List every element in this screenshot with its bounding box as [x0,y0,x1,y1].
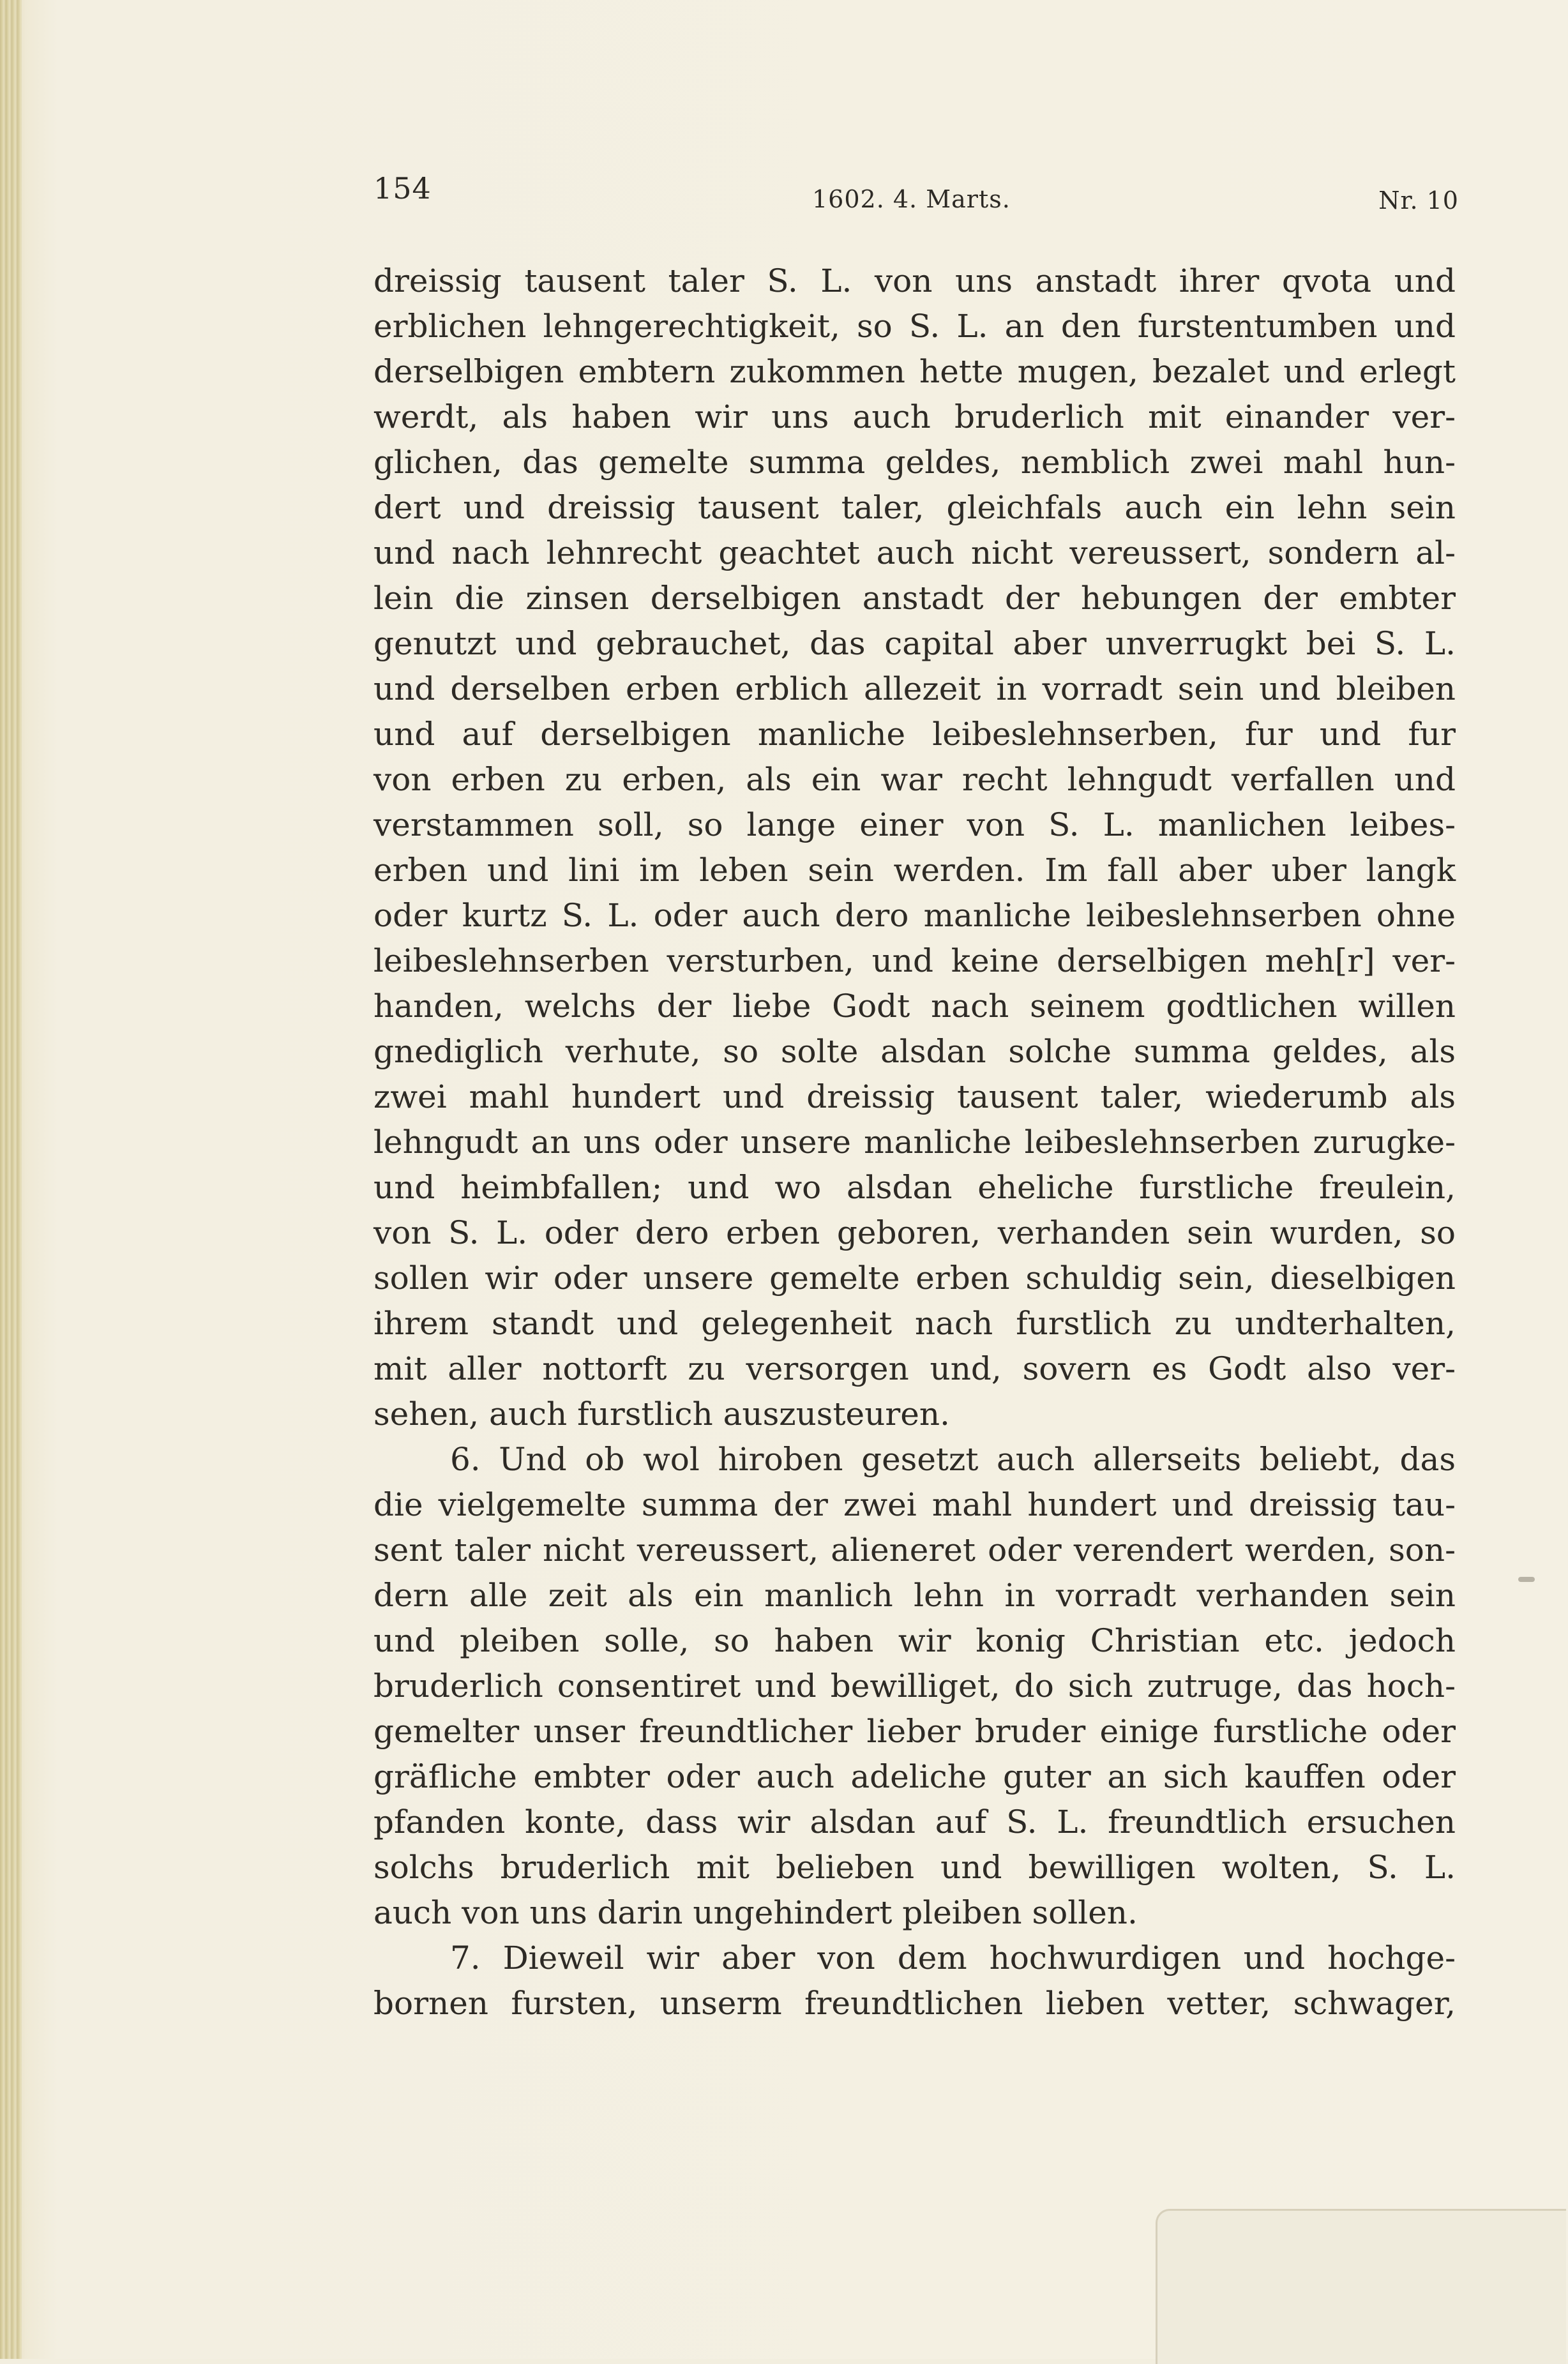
text-line: die vielgemelte summa der zwei mahl hundert und dreissig tau- [373,1486,1456,1523]
body-text [373,259,1456,2026]
text-line: zwei mahl hundert und dreissig tausent taler, wiederumb als [373,1078,1456,1115]
text-line: dreissig tausent taler S. L. von uns anstadt ihrer qvota und [373,262,1456,299]
section-6-start-line: 6. Und ob wol hiroben gesetzt auch allerseits beliebt, das [450,1441,1456,1478]
text-line: und auf derselbigen manliche leibeslehnserben, fur und fur [373,716,1456,753]
text-line: sollen wir oder unsere gemelte erben schuldig sein, dieselbigen [373,1260,1456,1297]
section-7-start-line: 7. Dieweil wir aber von dem hochwurdigen und hochge- [450,1939,1456,1976]
text-line: leibeslehnserben versturben, und keine derselbigen meh[r] ver- [373,942,1456,979]
text-line: werdt, als haben wir uns auch bruderlich mit einander ver- [373,398,1456,435]
text-line: oder kurtz S. L. oder auch dero manliche leibeslehnserben ohne [373,897,1456,934]
text-line: solchs bruderlich mit belieben und bewilligen wolten, S. L. [373,1849,1456,1886]
text-line: genutzt und gebrauchet, das capital aber unverrugkt bei S. L. [373,625,1456,662]
text-line: verstammen soll, so lange einer von S. L. manlichen leibes- [373,806,1456,843]
text-line: und derselben erben erblich allezeit in vorradt sein und bleiben [373,670,1456,707]
margin-pencil-mark [1518,1577,1535,1582]
paragraph-end-line: sehen, auch furstlich auszusteuren. [373,1396,950,1433]
text-line: dern alle zeit als ein manlich lehn in vorradt verhanden sein [373,1577,1456,1614]
document-number: Nr. 10 [1378,186,1459,215]
text-line: von erben zu erben, als ein war recht lehngudt verfallen und [373,761,1456,798]
running-title: 1602. 4. Marts. [812,185,1011,213]
text-line: lehngudt an uns oder unsere manliche leibeslehnserben zurugke- [373,1124,1456,1161]
text-line: gräfliche embter oder auch adeliche guter an sich kauffen oder [373,1758,1456,1795]
text-line: mit aller nottorft zu versorgen und, sovern es Godt also ver- [373,1350,1456,1387]
text-line: bruderlich consentiret und bewilliget, do sich zutruge, das hoch- [373,1668,1456,1705]
text-line: von S. L. oder dero erben geboren, verhanden sein wurden, so [373,1214,1456,1251]
text-line: gemelter unser freundtlicher lieber bruder einige furstliche oder [373,1713,1456,1750]
text-line: erblichen lehngerechtigkeit, so S. L. an den furstentumben und [373,308,1456,345]
text-line: derselbigen embtern zukommen hette mugen, bezalet und erlegt [373,353,1456,390]
text-line: und heimbfallen; und wo alsdan eheliche furstliche freulein, [373,1169,1456,1206]
book-spine-edge [0,0,22,2359]
paragraph-end-line: auch von uns darin ungehindert pleiben sollen. [373,1894,1138,1931]
text-line: und nach lehnrecht geachtet auch nicht vereussert, sondern al- [373,534,1456,571]
page-header [373,171,1459,222]
page-number: 154 [373,171,432,206]
text-line: pfanden konte, dass wir alsdan auf S. L. freundtlich ersuchen [373,1803,1456,1841]
text-line: bornen fursten, unserm freundtlichen lieben vetter, schwager, [373,1985,1456,2022]
text-line: erben und lini im leben sein werden. Im fall aber uber langk [373,852,1456,889]
page-tab-shadow [1156,2209,1566,2364]
text-line: handen, welchs der liebe Godt nach seinem godtlichen willen [373,988,1456,1025]
text-line: sent taler nicht vereussert, alieneret oder verendert werden, son- [373,1532,1456,1569]
text-line: lein die zinsen derselbigen anstadt der hebungen der embter [373,580,1456,617]
text-line: ihrem standt und gelegenheit nach furstlich zu undterhalten, [373,1305,1456,1342]
text-line: gnediglich verhute, so solte alsdan solche summa geldes, als [373,1033,1456,1070]
text-line: und pleiben solle, so haben wir konig Christian etc. jedoch [373,1622,1456,1659]
text-line: dert und dreissig tausent taler, gleichfals auch ein lehn sein [373,489,1456,526]
text-line: glichen, das gemelte summa geldes, nemblich zwei mahl hun- [373,444,1456,481]
